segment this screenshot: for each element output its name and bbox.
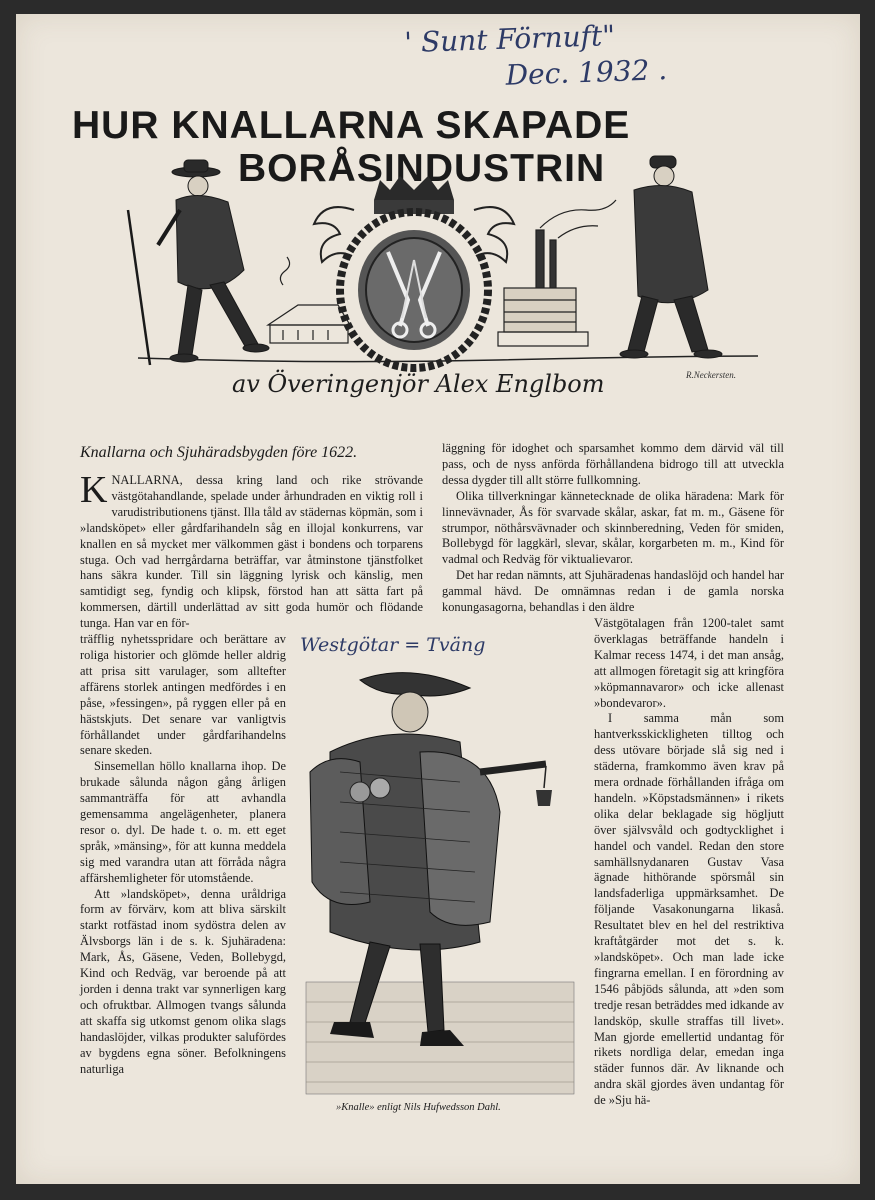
left-peddler-figure (128, 160, 269, 365)
header-illustration (118, 150, 768, 380)
factory-drawing (498, 200, 616, 346)
right-peddler-figure (620, 156, 722, 358)
drop-cap: K (80, 469, 108, 511)
figure-caption: »Knalle» enligt Nils Hufwedsson Dahl. (336, 1102, 501, 1113)
illustrator-signature: R.Neckersten. (686, 370, 736, 380)
paragraph: Att »landsköpet», denna uråldriga form av förvärv, kom att bliva särskilt starkt rotfästad inom sydöstra delen av Älvsborgs län i de s. k. Sjuhäradena: Mark, Ås, Gäsene, Veden, Bollebygd, Kind och Redväg, var beroende på att jorden i denna trakt var synnerligen karg och ofruktbar. Allmogen tvangs sålunda att skaffa sig utkomst genom olika slags handaslöjder, vilkas produkter salufördes av bygdens egna söner. Befolkningens naturliga (80, 886, 286, 1076)
paragraph: Det har redan nämnts, att Sjuhäradenas handaslöjd och handel har gammal hävd. De omnämnas redan i de gamla norska konungasagorna, behandlas i den äldre (442, 568, 784, 615)
narrow-column-section (594, 616, 784, 1109)
boras-coat-of-arms (314, 176, 514, 368)
title-line-1: HUR KNALLARNA SKAPADE (72, 104, 631, 147)
section-subheading: Knallarna och Sjuhäradsbygden före 1622. (80, 444, 358, 461)
paragraph: träfflig nyhetsspridare och berättare av roliga historier och glömde heller aldrig att prisa sitt varulager, som alltefter affärens storlek antingen medfördes i en påse, »fessingen», på ryggen eller på en hästskjuts. Det senare var vanligtvis förhållandet under gårdfarihandelns senare skeden. (80, 632, 286, 758)
paragraph: Sinsemellan höllo knallarna ihop. De brukade sålunda någon gång årligen sammanträffa för att avhandla gemensamma angelägenheter, planera resor o. dyl. De hade t. o. m. ett eget språk, »mänsing», för att kunna meddela sig med varandra utan att förråda några affärshemligheter för utomstående. (80, 759, 286, 885)
handnote-line-2: Dec. 1932 . (505, 53, 668, 92)
knalle-engraving (300, 662, 580, 1098)
paragraph-text: NALLARNA, dessa kring land och rike strövande västgötahandlande, spelade under århundraden en viktig roll i varudistributionens tjänst. Illa tåld av städernas köpmän, som i »landsköpet» eller gårdfarihandeln såg en illojal konkurrens, var knallen en så mycket mer välkommen gäst i bondens och torparens stuga. Och vad herrgårdarna beträffar, var åtminstone tjänstfolket hans säkra kunder. Till sin läggning lyrisk och känslig, men samtidigt seg, fyndig och klipsk, förstod han att sätta fart på kommersen, därtill underlättad av sitt goda humör och flödande tunga. Han var en för- (80, 473, 423, 631)
paragraph: Olika tillverkningar kännetecknade de olika häradena: Mark för linnevävnader, Ås för svarvade skålar, askar, fat m. m., Gäsene för strumpor, nöthårsvävnader och skinnberedning, Veden för smiden, Bollebygd för laggkärl, slevar, skålar, korgarbeten m. m., Kind för vadmal och Redväg för viktualievaror. (442, 488, 784, 567)
paragraph (80, 469, 423, 632)
paragraph: I samma mån som hantverksskickligheten tilltog och dess utövare började slå sig ned i städerna, framkommo även krav på mera ordnade förhållanden ifråga om handeln. »Köpstadsmännen» i rikets olika delar beklagade sig högljutt över självsvåld och godtycklighet i handel och vandel. Redan den store samhällsnydanaren Gustav Vasa ägnade hithörande spörsmål sin landsfaderliga uppmärksamhet. De följande Vasakonungarna likaså. Resultatet blev en hel del restriktiva kraftåtgärder mot det s. k. »landsköpet». Och man lade icke fingrarna emellan. I en förordning av 1546 påbjöds sålunda, att »den som tredje resan beträddes med idkande av landsköp, skulle straffas till livet». Man gjorde emellertid undantag för rikets nordliga delar, emedan inga städer funnos där. Av liknande och andra skäl gjordes även undantag för de »Sju hä- (594, 711, 784, 1108)
handnote-line-1: ' Sunt Förnuft" (403, 18, 616, 60)
narrow-column-section (80, 632, 286, 1077)
title-line-2: BORÅSINDUSTRIN (238, 147, 606, 190)
handwritten-annotation (404, 15, 706, 97)
paragraph: Västgötalagen från 1200-talet samt överklagas beträffande handeln i Kalmar recess 1474, i det man ansåg, att allmogen företagit sig att kringföra »köpmannavaror» och icke allenast »bondevaror». (594, 615, 784, 710)
byline: av Överingenjör Alex Englbom (232, 370, 605, 398)
paragraph: läggning för idoghet och sparsamhet kommo dem därvid väl till pass, och de nyss anförda förhållandena bidrogo till att utveckla dessa dygder till allt större fullkomning. (442, 441, 784, 487)
handwritten-figure-note: Westgötar = Tväng (300, 634, 486, 656)
